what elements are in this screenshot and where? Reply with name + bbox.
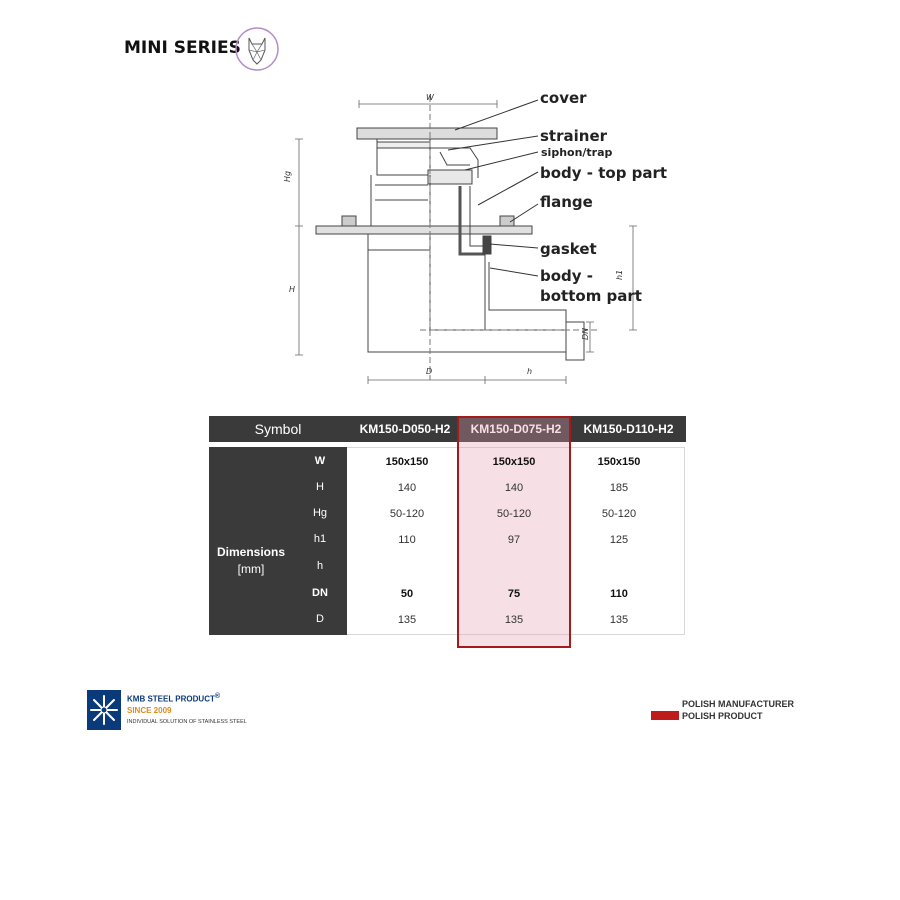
dim-label-h: H bbox=[289, 285, 296, 294]
kmb-logo-icon bbox=[87, 690, 121, 730]
table-cell: 150x150 bbox=[385, 456, 429, 468]
table-cell: 135 bbox=[609, 614, 629, 626]
polish-flag-bar bbox=[651, 711, 679, 720]
dim-label-h1: h1 bbox=[615, 269, 624, 280]
row-label-h1: h1 bbox=[313, 533, 327, 545]
callout-flange: flange bbox=[540, 193, 593, 211]
units-label: [mm] bbox=[237, 562, 265, 576]
dim-label-small-h: h bbox=[527, 367, 533, 376]
header-col-d075: KM150-D075-H2 bbox=[470, 422, 562, 436]
table-cell: 50-120 bbox=[389, 508, 425, 520]
table-cell: 185 bbox=[609, 482, 629, 494]
table-cell: 50-120 bbox=[496, 508, 532, 520]
table-cell: 150x150 bbox=[492, 456, 536, 468]
polish-manufacturer: POLISH MANUFACTURER bbox=[682, 699, 794, 709]
row-label-w: W bbox=[314, 455, 326, 467]
registered-mark: ® bbox=[214, 693, 221, 700]
dim-label-w: W bbox=[426, 93, 434, 102]
technical-drawing bbox=[0, 0, 900, 400]
table-cell: 50 bbox=[400, 588, 414, 600]
table-cell: 110 bbox=[610, 588, 628, 600]
dim-label-dn: DN bbox=[581, 327, 590, 340]
table-header bbox=[209, 416, 686, 442]
header-col-d050: KM150-D050-H2 bbox=[359, 422, 451, 436]
row-label-small-h: h bbox=[316, 560, 324, 572]
callout-cover: cover bbox=[540, 89, 587, 107]
company-since: SINCE 2009 bbox=[127, 706, 172, 715]
header-symbol: Symbol bbox=[254, 421, 302, 437]
table-cell: 135 bbox=[504, 614, 524, 626]
spec-table bbox=[209, 416, 686, 636]
polish-product: POLISH PRODUCT bbox=[682, 711, 763, 721]
table-cell: 150x150 bbox=[597, 456, 641, 468]
dimensions-label bbox=[211, 544, 291, 578]
row-label-dn: DN bbox=[312, 587, 328, 599]
table-cell: 140 bbox=[504, 482, 524, 494]
row-label-h: H bbox=[316, 481, 324, 493]
row-labels-panel bbox=[209, 447, 347, 635]
callout-siphon: siphon/trap bbox=[541, 146, 613, 159]
company-name-text: KMB STEEL PRODUCT bbox=[127, 694, 215, 704]
table-cell: 125 bbox=[609, 534, 629, 546]
company-name bbox=[127, 693, 220, 704]
row-label-hg: Hg bbox=[312, 507, 328, 519]
table-cell: 110 bbox=[398, 534, 416, 546]
header-col-d110: KM150-D110-H2 bbox=[583, 422, 674, 436]
callout-gasket: gasket bbox=[540, 240, 597, 258]
table-cell: 97 bbox=[507, 534, 521, 546]
table-cell: 140 bbox=[397, 482, 417, 494]
callout-body-bottom-2: bottom part bbox=[540, 287, 642, 305]
company-tagline: INDIVIDUAL SOLUTION OF STAINLESS STEEL bbox=[127, 719, 247, 725]
row-label-d: D bbox=[316, 613, 324, 625]
table-cell: 50-120 bbox=[601, 508, 637, 520]
table-cell: 75 bbox=[507, 588, 521, 600]
dim-label-hg: Hg bbox=[283, 170, 292, 182]
callout-body-bottom-1: body - bbox=[540, 267, 594, 285]
table-cell: 135 bbox=[397, 614, 417, 626]
dim-label-d: D bbox=[426, 367, 433, 376]
series-title: MINI SERIES bbox=[124, 38, 241, 58]
callout-body-top: body - top part bbox=[540, 164, 668, 182]
callout-strainer: strainer bbox=[540, 127, 608, 145]
dimensions-title: Dimensions bbox=[216, 545, 285, 559]
